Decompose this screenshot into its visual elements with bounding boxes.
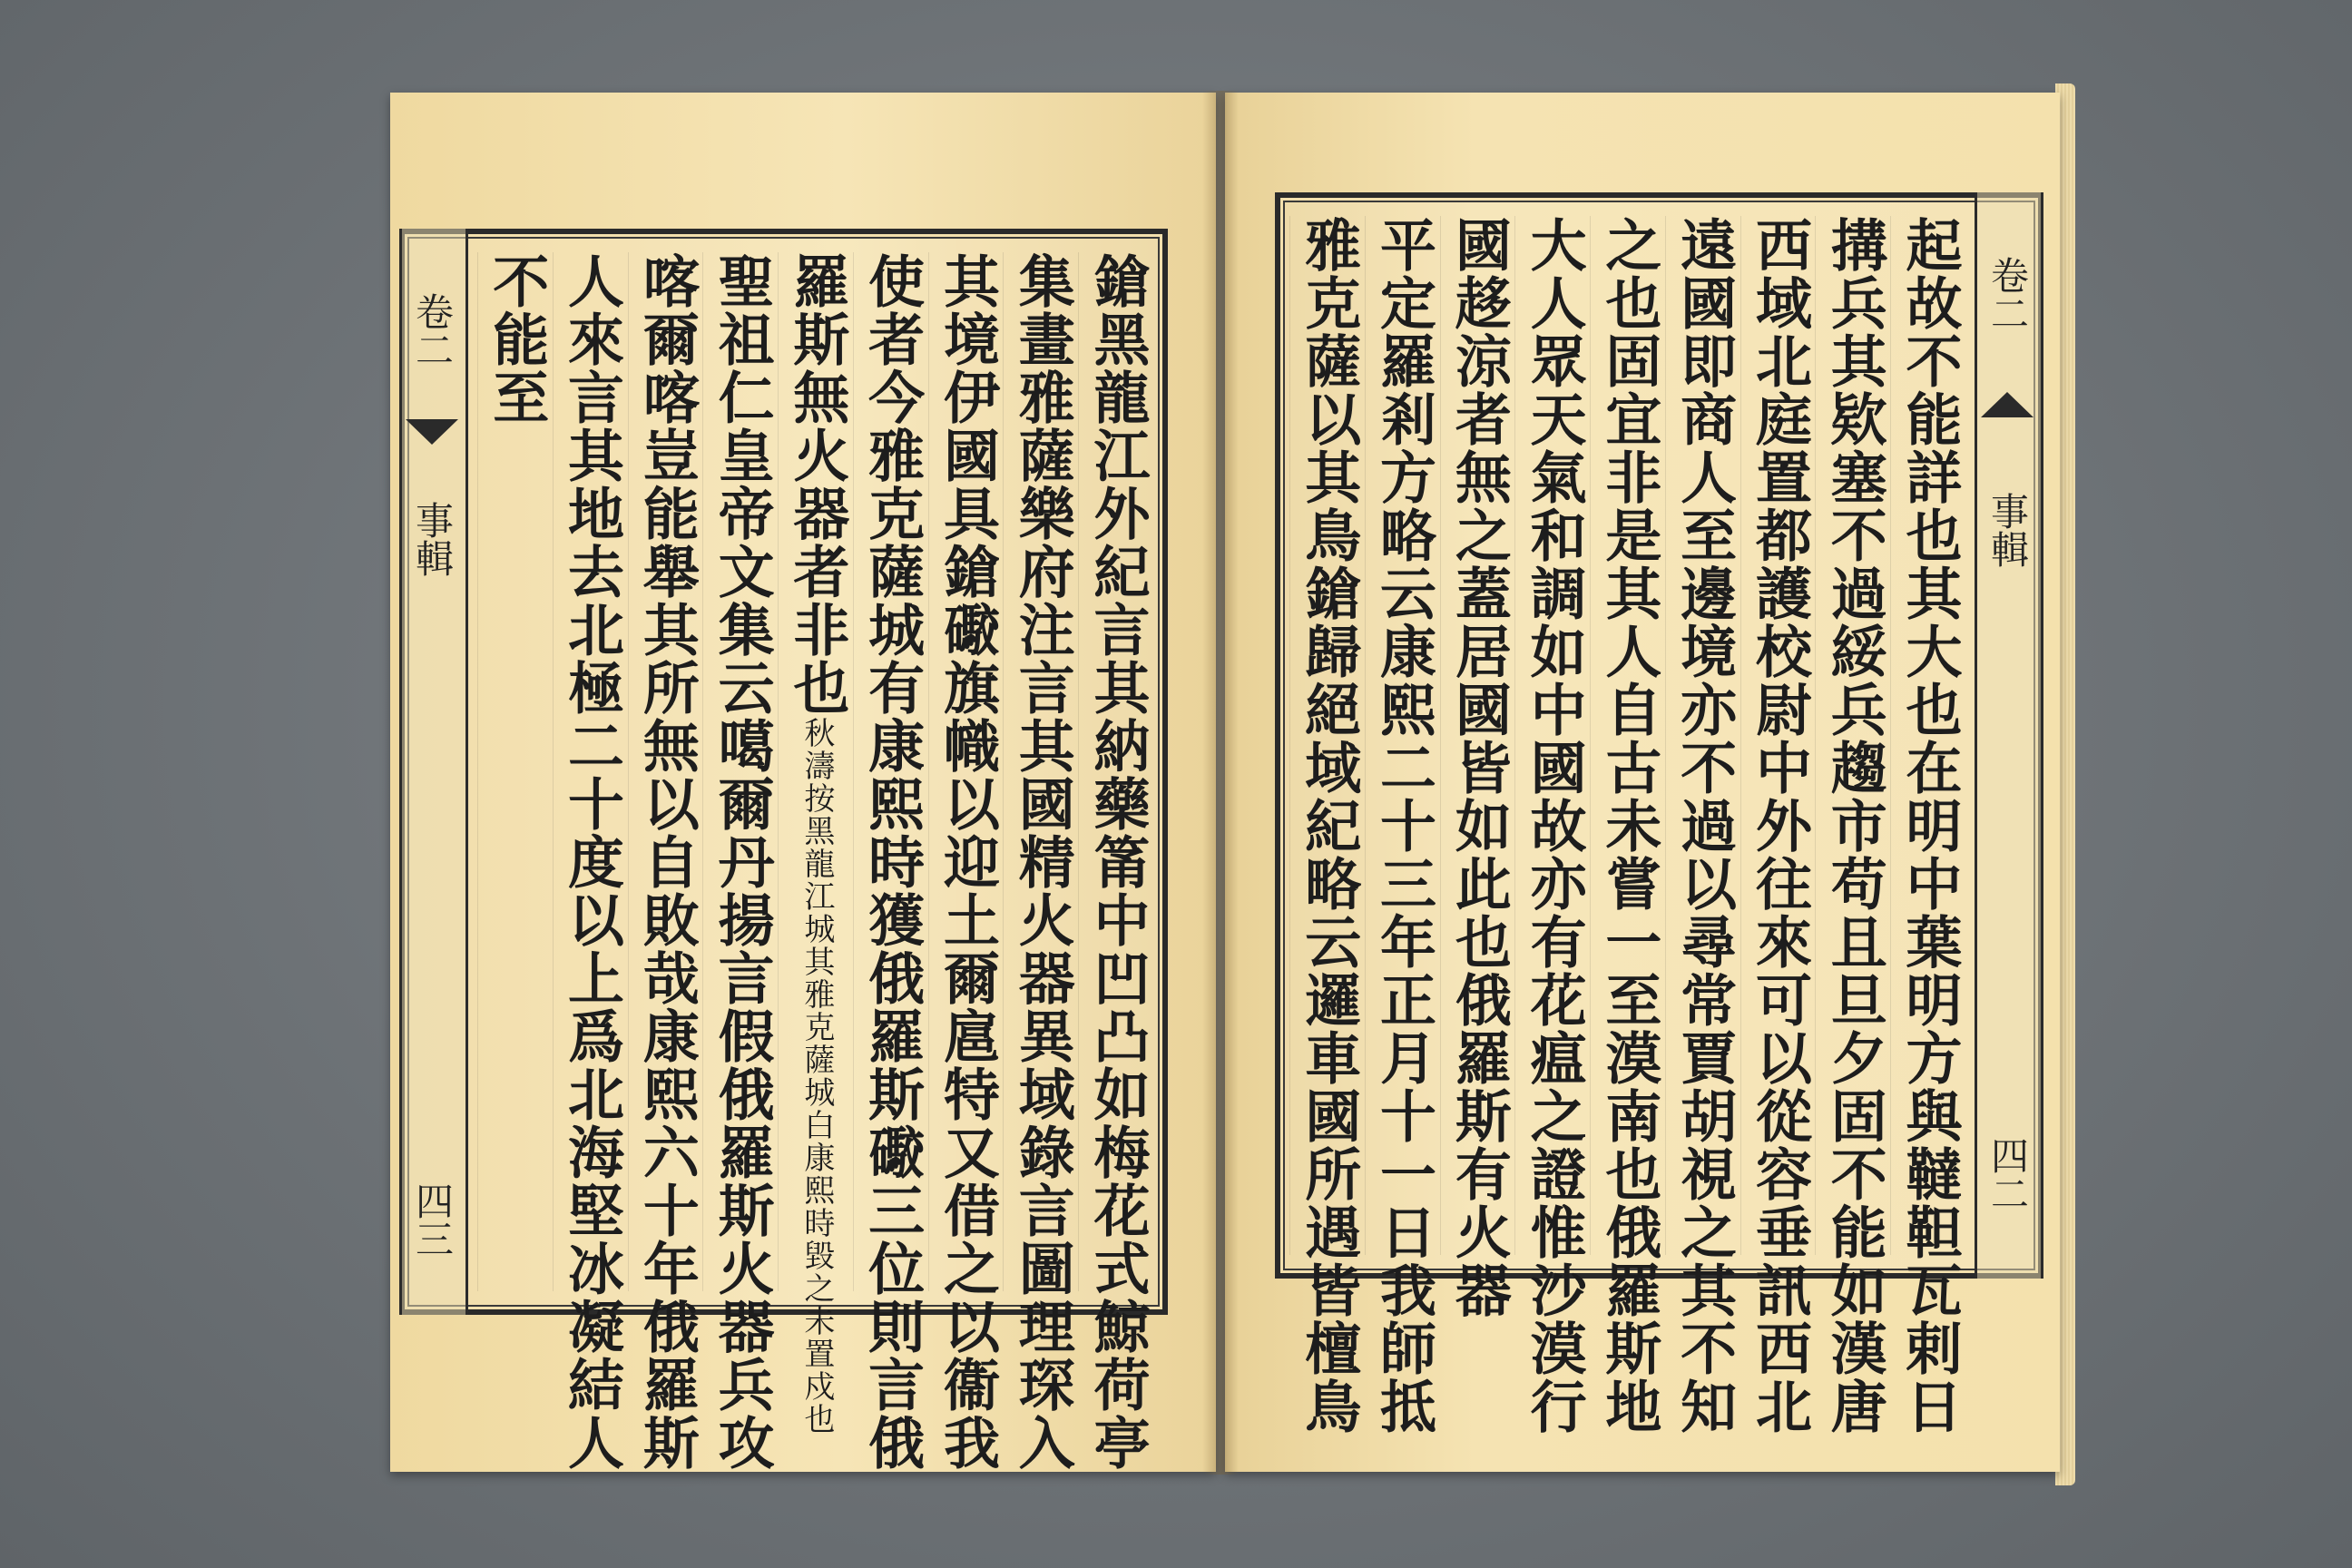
left-page — [390, 93, 1216, 1472]
left-folio-number: 四三 — [410, 1181, 455, 1258]
text-column: 西域北庭置都護校尉中外往來可以從容垂訊西北 — [1740, 216, 1816, 1255]
right-text-frame — [1275, 192, 2043, 1436]
text-column: 喀爾喀豈能舉其所無以自敗哉康熙六十年俄羅斯 — [628, 252, 703, 1291]
text-column: 之也固宜非是其人自古未嘗一至漠南也俄羅斯地 — [1590, 216, 1665, 1255]
text-column: 大人眾天氣和調如中國故亦有花瘟之證惟沙漠行 — [1514, 216, 1590, 1255]
text-column: 不能至 — [477, 252, 553, 1291]
right-margin-band — [1975, 192, 2043, 1279]
text-column-with-note — [778, 252, 853, 1436]
text-run: 羅斯無火器者非也 — [783, 252, 850, 717]
text-column: 鎗黑龍江外紀言其納藥筩中凹凸如梅花式鯨荷亭 — [1078, 252, 1153, 1291]
text-column: 國趍涼者無之蓋居國皆如此也俄羅斯有火器 — [1440, 216, 1515, 1255]
open-book — [381, 83, 2078, 1488]
text-column: 其境伊國具鎗礮旗幟以迎土爾扈特又借之以衞我 — [928, 252, 1004, 1291]
text-column: 聖祖仁皇帝文集云噶爾丹揚言假俄羅斯火器兵攻 — [702, 252, 778, 1291]
right-volume-label: 卷二 — [1985, 256, 2030, 332]
text-column: 遠國即商人至邊境亦不過以尋常賈胡視之其不知 — [1665, 216, 1740, 1255]
text-column: 人來言其地去北極二十度以上爲北海堅冰凝結人 — [553, 252, 628, 1291]
right-page — [1225, 93, 2060, 1472]
text-column: 雅克薩以其鳥鎗歸絕域紀略云邏車國所遇皆檀鳥 — [1289, 216, 1365, 1255]
text-column: 起故不能詳也其大也在明中葉明方與韃靼瓦剌日 — [1890, 216, 1965, 1255]
right-section-title: 事輯 — [1985, 492, 2030, 568]
left-fish-tail-mark — [406, 419, 458, 445]
left-volume-label: 卷二 — [410, 292, 455, 368]
right-text-columns — [1289, 216, 1965, 1436]
left-margin-band — [399, 229, 468, 1315]
book-gutter — [1202, 91, 1239, 1475]
left-section-title: 事輯 — [410, 501, 455, 577]
text-column: 使者今雅克薩城有康熙時獲俄羅斯礮三位則言俄 — [853, 252, 928, 1291]
commentary-note: 秋濤按黑龍江城其雅克薩城白康熙時毀之未置戍也 — [798, 717, 835, 1436]
text-column: 搆兵其欵塞不過綏兵趨市苟且旦夕固不能如漢唐 — [1815, 216, 1890, 1255]
left-text-columns — [477, 252, 1153, 1472]
right-fish-tail-mark — [1981, 392, 2034, 417]
text-column: 平定羅剎方略云康熙二十三年正月十一日我師抵 — [1365, 216, 1440, 1255]
left-text-frame — [399, 229, 1168, 1472]
text-column: 集畫雅薩樂府注言其國精火器異域錄言圖理琛入 — [1003, 252, 1078, 1291]
right-folio-number: 四二 — [1985, 1136, 2030, 1212]
